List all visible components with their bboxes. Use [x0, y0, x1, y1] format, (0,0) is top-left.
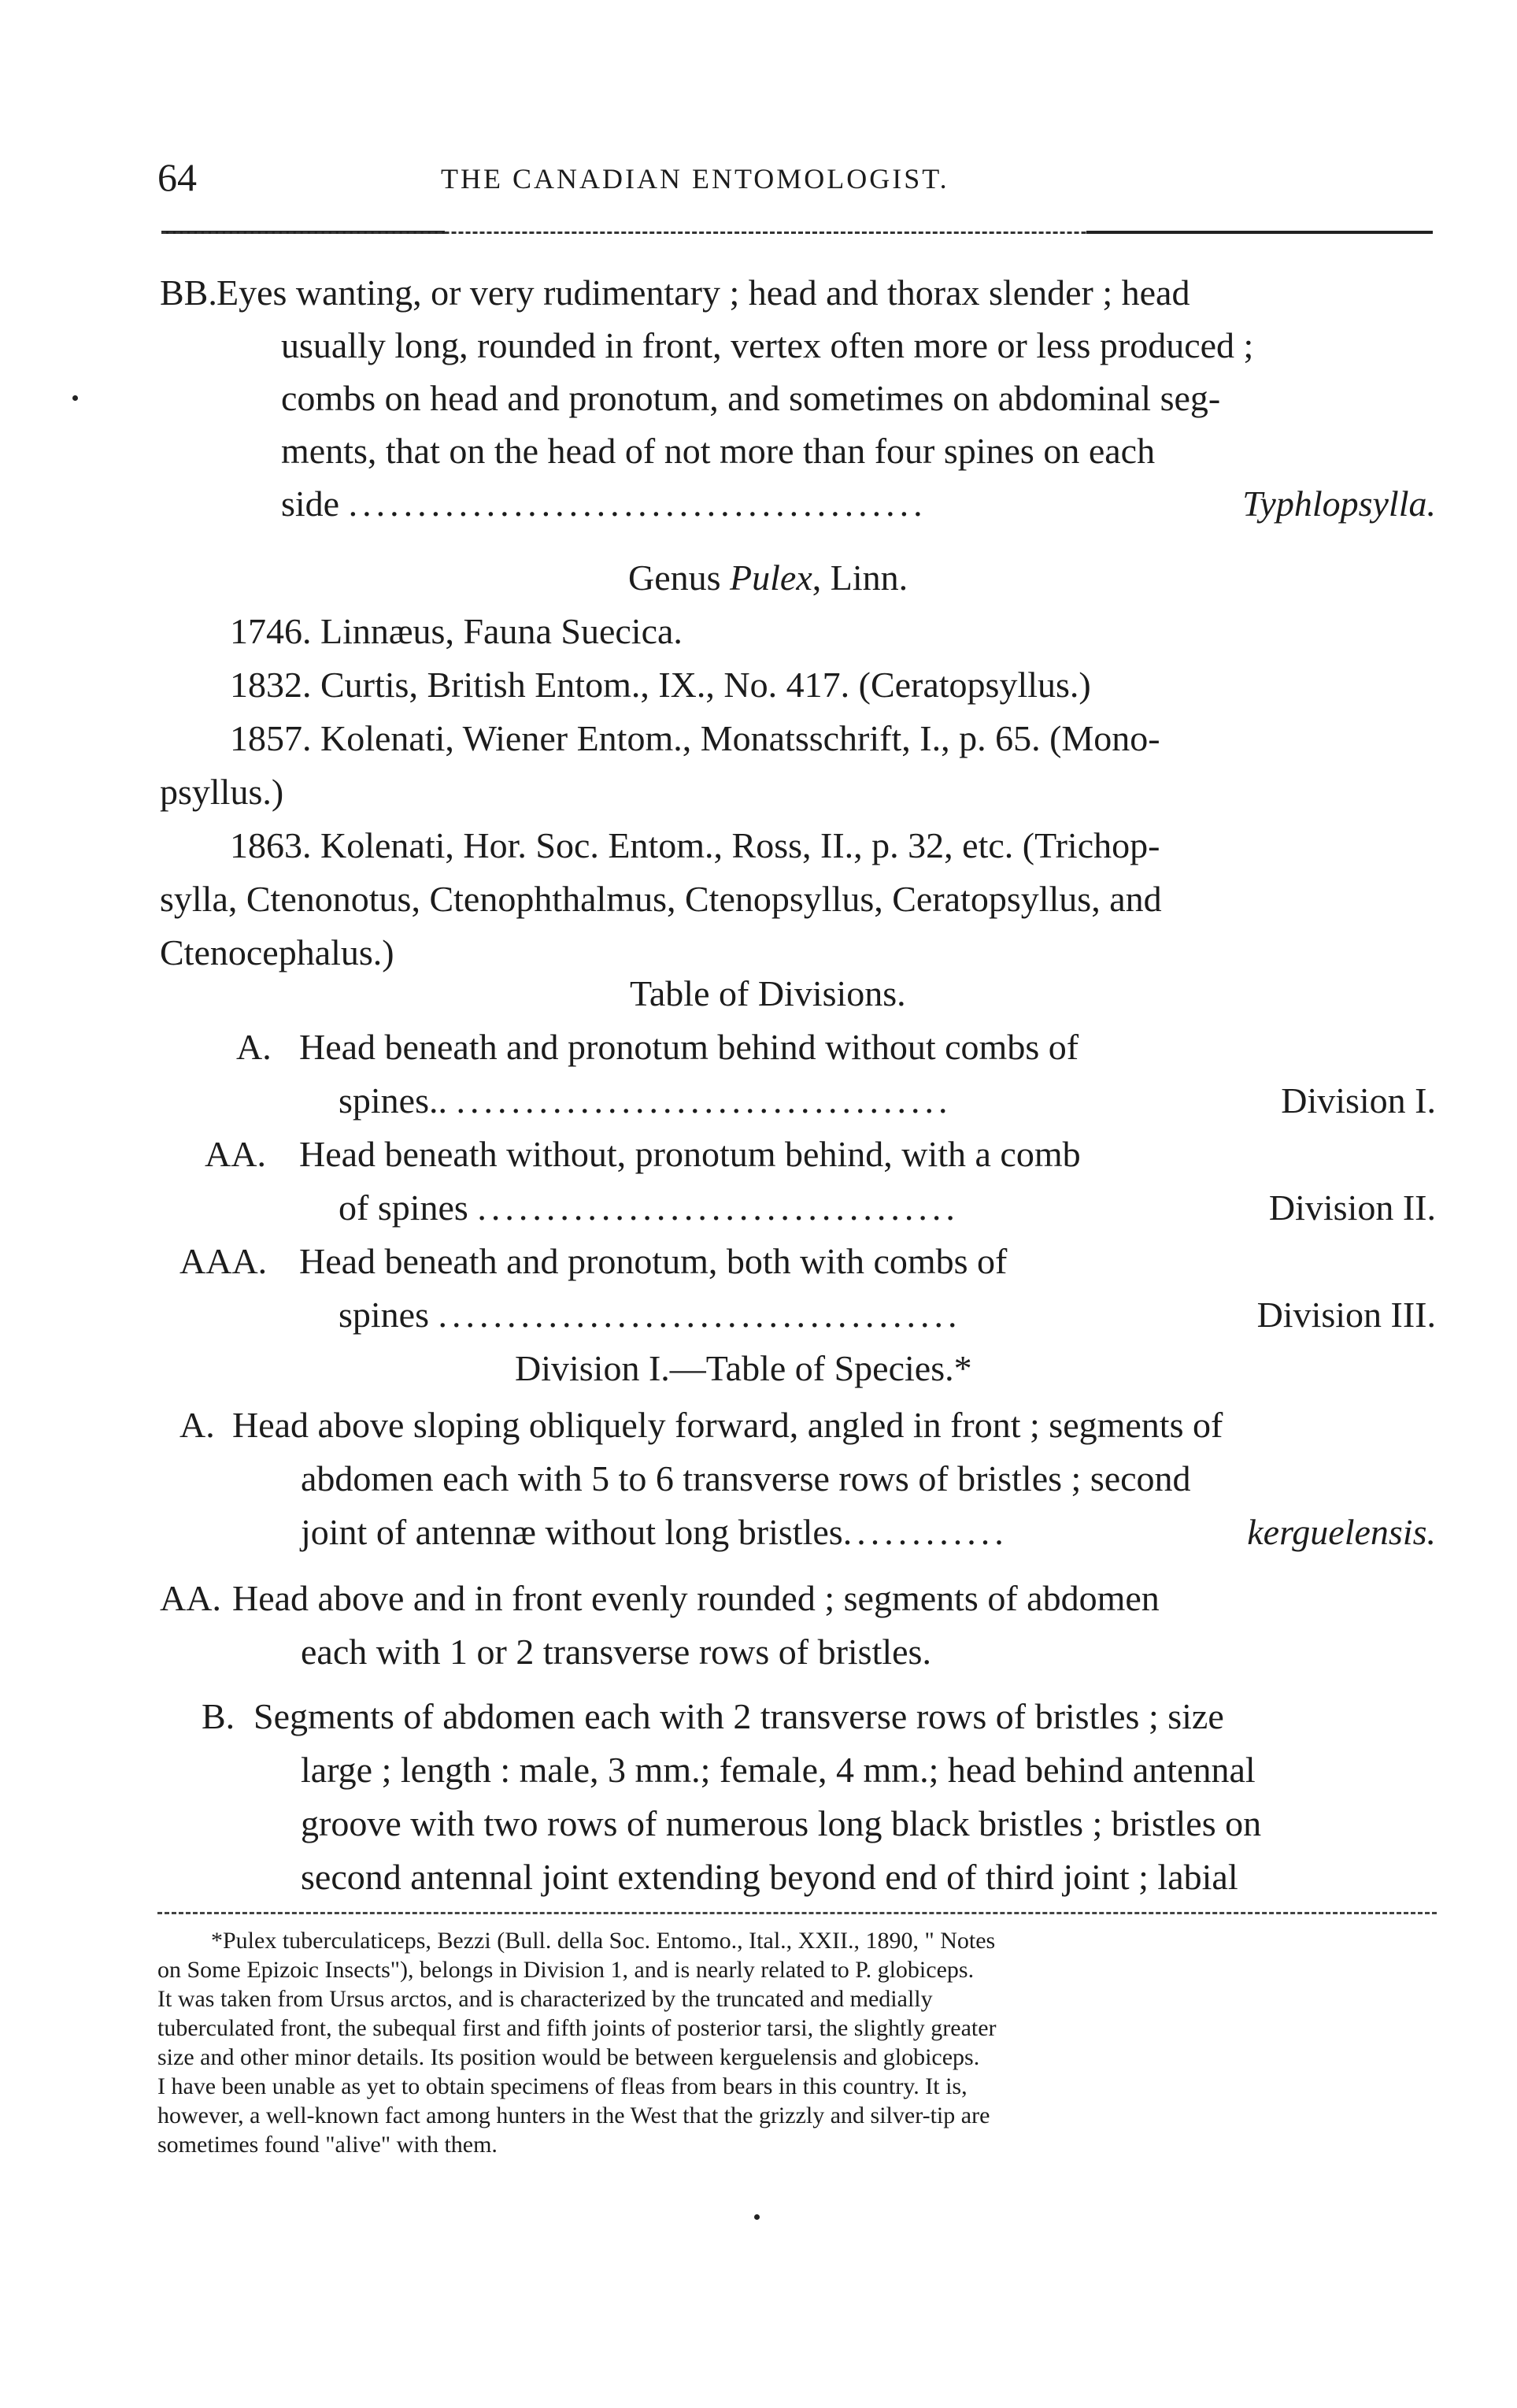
stray-mark [754, 2214, 760, 2220]
key-bb-side: side [281, 483, 340, 524]
key-bb-line-1: Eyes wanting, or very rudimentary ; head and thorax slender ; head [216, 272, 1190, 313]
species-aa-label: AA. [160, 1578, 221, 1618]
genus-prefix: Genus [628, 558, 731, 598]
species-a-line-2: abdomen each with 5 to 6 transverse rows of bristles ; second [301, 1458, 1191, 1499]
division-row-aaa-label: AAA. [179, 1241, 268, 1281]
genus-suffix: , Linn. [812, 558, 908, 598]
species-b-line-4: second antennal joint extending beyond end of third joint ; labial [301, 1857, 1238, 1897]
reference-1746: 1746. Linnæus, Fauna Suecica. [230, 611, 683, 651]
division-row-aa-start: of spines [339, 1187, 468, 1228]
footnote-line-7: however, a well-known fact among hunters in the West that the grizzly and silver-tip are [157, 2102, 990, 2128]
leader-dots: ................................... [477, 1187, 960, 1228]
reference-1863-line-3: Ctenocephalus.) [160, 932, 394, 972]
reference-1863-line-2: sylla, Ctenonotus, Ctenophthalmus, Ctenopsyllus, Ceratopsyllus, and [160, 879, 1162, 919]
species-a-line-3 [301, 1506, 1436, 1558]
footnote-rule [157, 1912, 1437, 1914]
reference-1863-line-1: 1863. Kolenati, Hor. Soc. Entom., Ross, II., p. 32, etc. (Trichop- [230, 825, 1160, 865]
division-row-aaa-line-2 [339, 1288, 1436, 1341]
division-row-a-end: Division I. [1281, 1080, 1436, 1121]
key-bb-line-3: combs on head and pronotum, and sometimes on abdominal seg- [281, 378, 1221, 418]
reference-1857-line-2: psyllus.) [160, 772, 284, 812]
division-row-aaa-end: Division III. [1256, 1295, 1436, 1335]
header-rule-right [1086, 231, 1433, 234]
table-divisions-title: Table of Divisions. [630, 973, 906, 1013]
division-row-a-label: A. [236, 1027, 272, 1067]
running-head: THE CANADIAN ENTOMOLOGIST. [441, 163, 949, 194]
division-one-title: Division I.—Table of Species.* [515, 1348, 972, 1388]
species-a-line-1: Head above sloping obliquely forward, angled in front ; segments of [232, 1405, 1223, 1445]
division-row-aa-label: AA. [205, 1134, 266, 1174]
footnote-line-3: It was taken from Ursus arctos, and is characterized by the truncated and medially [157, 1986, 933, 2012]
division-row-aa-end: Division II. [1268, 1187, 1436, 1228]
species-b-line-3: groove with two rows of numerous long black bristles ; bristles on [301, 1803, 1262, 1843]
genus-heading [628, 551, 908, 604]
species-b-label: B. [202, 1696, 235, 1736]
reference-1857-line-1: 1857. Kolenati, Wiener Entom., Monatsschrift, I., p. 65. (Mono- [230, 718, 1160, 758]
key-bb-label: BB. [160, 272, 217, 313]
key-bb-line-4: ments, that on the head of not more than four spines on each [281, 431, 1156, 471]
reference-1832: 1832. Curtis, British Entom., IX., No. 417. (Ceratopsyllus.) [230, 665, 1091, 705]
leader-dots: .................................... [456, 1080, 953, 1121]
key-bb-line-2: usually long, rounded in front, vertex often more or less produced ; [281, 325, 1254, 365]
footnote-line-2: on Some Epizoic Insects"), belongs in Division 1, and is nearly related to P. globiceps. [157, 1957, 975, 1983]
species-aa-line-2: each with 1 or 2 transverse rows of bristles. [301, 1632, 931, 1672]
footnote-line-6: I have been unable as yet to obtain specimens of fleas from bears in this country. It is, [157, 2073, 968, 2099]
footnote-line-1: *Pulex tuberculaticeps, Bezzi (Bull. della Soc. Entomo., Ital., XXII., 1890, " Notes [211, 1928, 996, 1954]
species-b-line-2: large ; length : male, 3 mm.; female, 4 mm.; head behind antennal [301, 1750, 1256, 1790]
division-row-a-start: spines.. [339, 1080, 447, 1121]
leader-dots: ............ [842, 1512, 1008, 1552]
species-a-start: joint of antennæ without long bristles [301, 1512, 843, 1552]
species-aa-line-1: Head above and in front evenly rounded ; segments of abdomen [232, 1578, 1160, 1618]
division-row-a-line-1: Head beneath and pronotum behind without combs of [299, 1027, 1079, 1067]
division-row-a-line-2 [339, 1074, 1436, 1127]
species-kerguelensis: kerguelensis. [1247, 1512, 1436, 1552]
footnote-line-5: size and other minor details. Its position would be between kerguelensis and globiceps. [157, 2044, 980, 2070]
footnote-line-4: tuberculated front, the subequal first and fifth joints of posterior tarsi, the slightly greater [157, 2015, 997, 2041]
division-row-aaa-start: spines [339, 1295, 429, 1335]
leader-dots: .......................................... [348, 483, 927, 524]
division-row-aa-line-2 [339, 1181, 1436, 1234]
genus-name: Pulex [730, 558, 812, 598]
genus-typhlopsylla: Typhlopsylla. [1242, 483, 1436, 524]
footnote-line-8: sometimes found "alive" with them. [157, 2132, 498, 2158]
division-row-aaa-line-1: Head beneath and pronotum, both with combs of [299, 1241, 1008, 1281]
key-bb-line-5 [281, 477, 1436, 530]
stray-mark [72, 395, 78, 401]
division-row-aa-line-1: Head beneath without, pronotum behind, with a comb [299, 1134, 1081, 1174]
page-number: 64 [157, 155, 197, 199]
species-a-label: A. [179, 1405, 215, 1445]
species-b-line-1: Segments of abdomen each with 2 transverse rows of bristles ; size [253, 1696, 1224, 1736]
leader-dots: ...................................... [438, 1295, 962, 1335]
